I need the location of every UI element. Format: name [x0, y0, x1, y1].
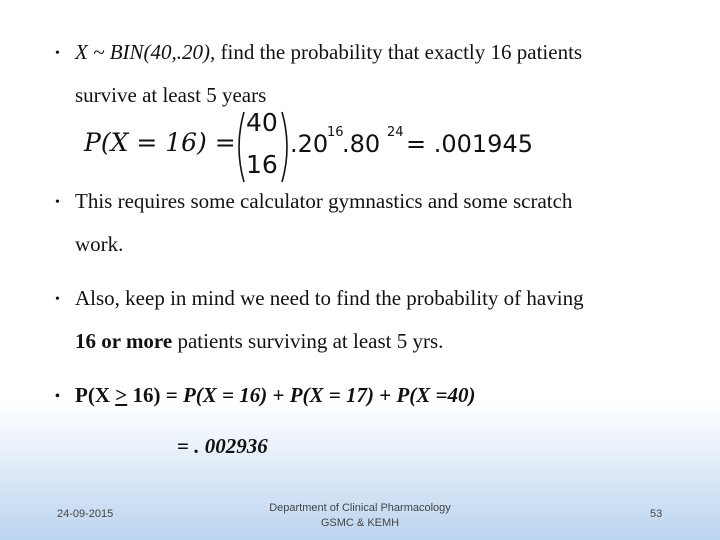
sum-result: . 002936 — [194, 434, 268, 458]
greater-equal-sign: > — [115, 383, 128, 407]
formula-result: = .001945 — [406, 130, 533, 158]
bullet-1-line-1 — [75, 40, 582, 64]
term-17: P(X = 17) — [289, 383, 374, 407]
footer-date: 24-09-2015 — [57, 508, 114, 520]
bullet-dot: • — [55, 195, 60, 210]
bullet-1-line-2: survive at least 5 years — [75, 83, 267, 107]
bullet-dot: • — [55, 389, 60, 404]
footer-department-line-1: Department of Clinical Pharmacology — [269, 502, 451, 514]
formula-lhs: P(X = 16) = — [84, 128, 236, 157]
slide-number: 53 — [650, 508, 663, 520]
plus-1: + — [267, 383, 290, 407]
bullet-2-line-2: work. — [75, 232, 124, 256]
formula-q-exponent: 24 — [387, 125, 404, 140]
bullet-1-text: , find the probability that exactly 16 patients — [210, 40, 583, 64]
binomial-formula — [84, 108, 544, 186]
equals-sign: = — [177, 434, 195, 458]
sum-prefix: P(X — [75, 383, 116, 407]
bullet-dot: • — [55, 292, 60, 307]
bullet-4-line-1 — [75, 383, 476, 407]
bullet-2-line-1: This requires some calculator gymnastics and some scratch — [75, 189, 573, 213]
bullet-3-emphasis: 16 or more — [75, 329, 173, 353]
plus-2: + — [374, 383, 397, 407]
term-40: P(X =40) — [396, 383, 476, 407]
binomial-notation: X ~ BIN(40,.20) — [75, 40, 211, 64]
term-16: P(X = 16) — [182, 383, 268, 407]
footer-department — [230, 501, 490, 531]
footer-department-line-2: GSMC & KEMH — [320, 517, 400, 529]
bullet-dot: • — [55, 46, 60, 61]
bullet-4-line-2 — [177, 434, 268, 458]
formula-q: .80 — [342, 130, 381, 158]
formula-p: .20 — [290, 130, 329, 158]
formula-p-exponent: 16 — [327, 125, 344, 140]
formula-n: 40 — [246, 108, 278, 137]
sum-lower: 16) = — [127, 383, 183, 407]
bullet-3-line-1: Also, keep in mind we need to find the probability of having — [75, 286, 584, 310]
bullet-3-line-2 — [75, 329, 443, 353]
formula-k: 16 — [246, 150, 278, 179]
bullet-3-rest: patients surviving at least 5 yrs. — [172, 329, 444, 353]
